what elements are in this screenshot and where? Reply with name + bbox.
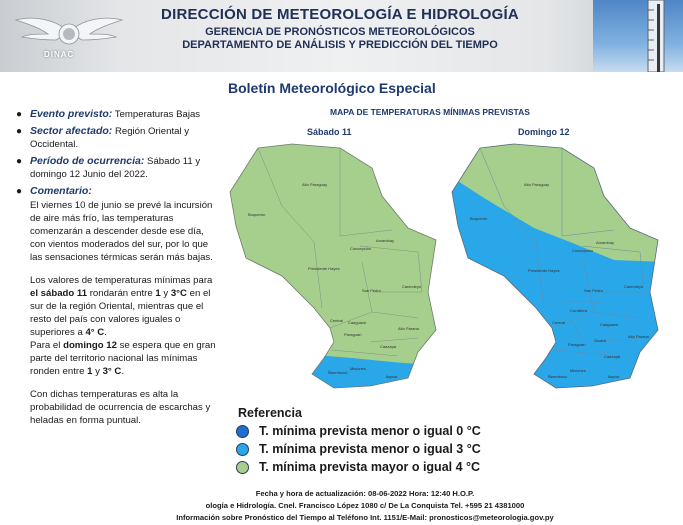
logo-left-text: DINAC xyxy=(44,50,75,59)
label-caazapa: Caazapá xyxy=(380,344,397,349)
label-concepcion: Concepción xyxy=(572,248,594,253)
bulletin-title: Boletín Meteorológico Especial xyxy=(228,80,436,96)
map-day2-label: Domingo 12 xyxy=(518,127,570,137)
label-cordillera: Cordillera xyxy=(570,308,588,313)
label-itapua: Itapúa xyxy=(386,374,398,379)
label-guaira: Guairá xyxy=(594,338,607,343)
comment-paragraph-1: El viernes 10 de junio se prevé la incursión de aire más frío, las temperaturas comenzarán a descender desde ese día, con vientos moderados del sur, por lo que las sensaciones térmicas serán más bajas. xyxy=(30,200,213,263)
label-alto-paraguay: Alto Paraguay xyxy=(302,182,328,187)
label-san-pedro: San Pedro xyxy=(362,288,381,293)
text-run-bold: 1 xyxy=(155,288,161,299)
label-canindeyu: Canindeyú xyxy=(402,284,422,289)
label-paraguari: Paraguarí xyxy=(344,332,362,337)
banner-title-block xyxy=(140,6,540,51)
label-neembucu: Ñeembucú xyxy=(548,374,568,379)
label-amambay: Amambay xyxy=(596,240,615,245)
period-item xyxy=(16,155,216,181)
bullet-icon: ● xyxy=(16,156,23,167)
label-san-pedro: San Pedro xyxy=(584,288,603,293)
label-itapua: Itapúa xyxy=(608,374,620,379)
label-concepcion: Concepción xyxy=(350,246,372,251)
event-value: Temperaturas Bajas xyxy=(114,109,201,120)
legend-title: Referencia xyxy=(238,406,302,420)
bullet-icon: ● xyxy=(16,186,23,197)
footer-update-time: Fecha y hora de actualización: 08-06-2022 Hora: 12:40 H.O.P. xyxy=(255,489,475,498)
management-subtitle: GERENCIA DE PRONÓSTICOS METEOROLÓGICOS xyxy=(205,26,475,38)
text-run: y xyxy=(92,366,103,377)
comment-paragraph-4: Con dichas temperaturas es alta la probabilidad de ocurrencia de escarchas y heladas en forma puntual. xyxy=(30,389,211,426)
label-caaguazu: Caaguazú xyxy=(348,320,367,325)
footer xyxy=(130,488,600,524)
comment-paragraph-3 xyxy=(16,339,216,378)
bullet-icon: ● xyxy=(16,109,23,120)
footer-contact: Información sobre Pronóstico del Tiempo al Teléfono Int. 1151/E-Mail: pronosticos@meteorologia.gov.py xyxy=(176,513,554,522)
label-caazapa: Caazapá xyxy=(604,354,621,359)
label-neembucu: Ñeembucú xyxy=(328,370,348,375)
label-boqueron: Boquerón xyxy=(248,212,266,217)
department-subtitle: DEPARTAMENTO DE ANÁLISIS Y PREDICCIÓN DEL TIEMPO xyxy=(182,39,498,51)
legend-label: T. mínima prevista mayor o igual 4 °C xyxy=(259,460,481,474)
label-presidente-hayes: Presidente Hayes xyxy=(528,268,560,273)
label-central: Central xyxy=(330,318,343,323)
text-run-bold: 4° C xyxy=(85,327,105,338)
text-run-bold: 3°C xyxy=(170,288,187,299)
label-paraguari: Paraguarí xyxy=(568,342,586,347)
label-caaguazu: Caaguazú xyxy=(600,322,619,327)
footer-address: ología e Hidrología. Cnel. Francisco López 1080 c/ De La Conquista Tel. +595 21 4381000 xyxy=(205,501,525,510)
header-banner xyxy=(0,0,683,72)
label-boqueron: Boquerón xyxy=(470,216,488,221)
bulletin-text-column xyxy=(16,108,216,437)
period-value: Sábado 11 y domingo 12 Junio del 2022. xyxy=(30,156,201,180)
label-misiones: Misiones xyxy=(570,368,586,373)
legend-item xyxy=(236,440,481,458)
period-label: Período de ocurrencia: xyxy=(30,155,145,167)
comment-label: Comentario: xyxy=(30,185,92,197)
label-presidente-hayes: Presidente Hayes xyxy=(308,266,340,271)
legend-swatch-icon xyxy=(236,461,249,474)
sector-label: Sector afectado: xyxy=(30,125,113,137)
legend-label: T. mínima prevista menor o igual 0 °C xyxy=(259,424,481,438)
text-run-bold: 3° C xyxy=(102,366,122,377)
legend-swatch-icon xyxy=(236,425,249,438)
sector-value: Región Oriental y Occidental. xyxy=(30,126,190,150)
thermometer-icon xyxy=(636,0,676,72)
text-run-bold: domingo 12 xyxy=(63,340,117,351)
label-central: Central xyxy=(552,320,565,325)
event-item xyxy=(16,108,216,121)
text-run-bold: 1 xyxy=(87,366,93,377)
legend-swatch-icon xyxy=(236,443,249,456)
legend-label: T. mínima prevista menor o igual 3 °C xyxy=(259,442,481,456)
comment-item xyxy=(16,185,216,198)
text-run: . xyxy=(104,327,107,338)
text-run: . xyxy=(121,366,125,377)
text-run: en el sur de la región Oriental, mientras que el resto del país con valores iguales o superiores a xyxy=(30,288,211,338)
legend xyxy=(236,422,481,476)
event-label: Evento previsto: xyxy=(30,108,113,120)
text-run: rondarán entre xyxy=(87,288,156,299)
label-alto-parana: Alto Paraná xyxy=(628,334,649,339)
comment-paragraph-2 xyxy=(16,274,216,339)
label-amambay: Amambay xyxy=(376,238,395,243)
map-title: MAPA DE TEMPERATURAS MÍNIMAS PREVISTAS xyxy=(330,107,530,117)
text-run: y xyxy=(160,288,171,299)
label-alto-paraguay: Alto Paraguay xyxy=(524,182,550,187)
label-canindeyu: Canindeyú xyxy=(624,284,644,289)
text-run: Los valores de temperaturas mínimas para xyxy=(30,275,213,286)
map-day1-label: Sábado 11 xyxy=(307,127,352,137)
bullet-icon: ● xyxy=(16,126,23,137)
legend-item xyxy=(236,422,481,440)
label-alto-parana: Alto Paraná xyxy=(398,326,419,331)
sector-item xyxy=(16,125,216,151)
map-saturday xyxy=(222,142,444,392)
text-run: Para el xyxy=(30,340,64,351)
legend-item xyxy=(236,458,481,476)
map-sunday xyxy=(444,142,666,392)
label-misiones: Misiones xyxy=(350,366,366,371)
institution-title: DIRECCIÓN DE METEOROLOGÍA E HIDROLOGÍA xyxy=(161,6,519,23)
text-run: se espera que en gran parte del territorio nacional las mínimas ronden entre xyxy=(30,340,216,377)
text-run-bold: el sábado 11 xyxy=(30,288,88,299)
